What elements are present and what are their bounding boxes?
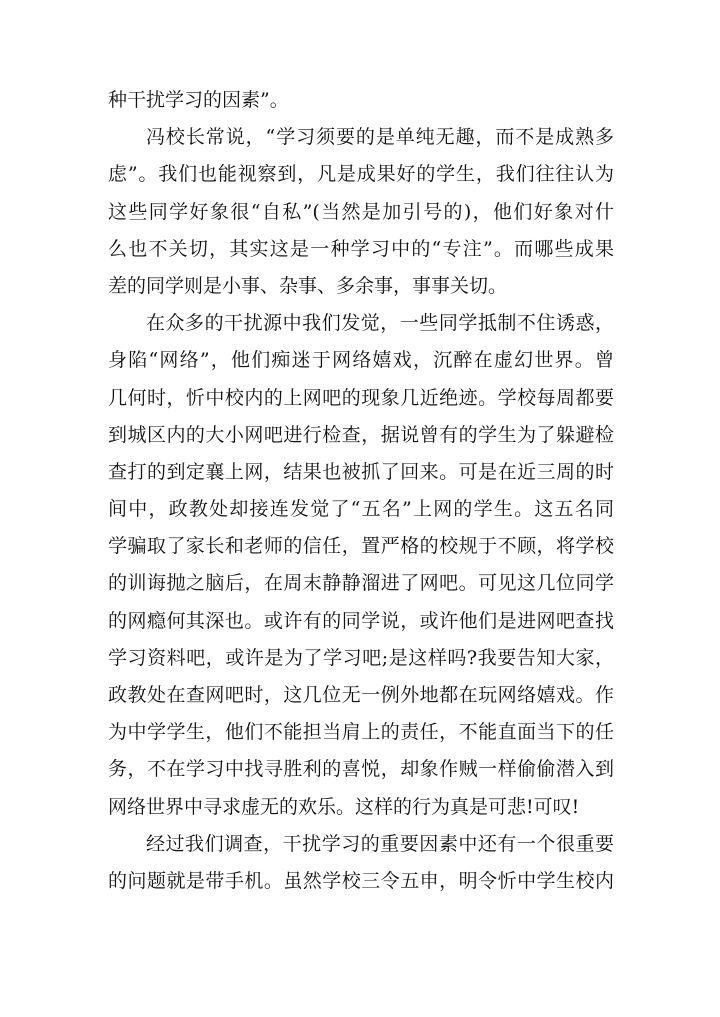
paragraph-line: 种干扰学习的因素”。 <box>108 89 289 111</box>
paragraph-line: 学习资料吧，或许是为了学习吧;是这样吗?我要告知大家， <box>108 646 614 669</box>
paragraph-line: 经过我们调查，干扰学习的重要因素中还有一个很重要 <box>146 832 614 855</box>
paragraph-line: 的网瘾何其深也。或许有的同学说，或许他们是进网吧查找 <box>108 609 614 632</box>
paragraph-line: 查打的到定襄上网，结果也被抓了回来。可是在近三周的时 <box>108 460 614 483</box>
paragraph-line: 冯校长常说，“学习须要的是单纯无趣，而不是成熟多 <box>146 126 614 149</box>
paragraph-line: 间中，政教处却接连发觉了“五名”上网的学生。这五名同 <box>108 498 614 521</box>
paragraph-line: 在众多的干扰源中我们发觉，一些同学抵制不住诱惑， <box>146 312 614 335</box>
paragraph-line: 到城区内的大小网吧进行检查，据说曾有的学生为了躲避检 <box>108 423 614 446</box>
paragraph-line: 学骗取了家长和老师的信任，置严格的校规于不顾，将学校 <box>108 535 614 558</box>
paragraph-line: 为中学学生，他们不能担当肩上的责任，不能直面当下的任 <box>108 721 614 744</box>
paragraph-line: 虑”。我们也能视察到，凡是成果好的学生，我们往往认为 <box>108 163 614 186</box>
body-text <box>108 82 614 900</box>
paragraph-line: 么也不关切，其实这是一种学习中的“专注”。而哪些成果 <box>108 237 614 260</box>
paragraph-line: 网络世界中寻求虚无的欢乐。这样的行为真是可悲!可叹! <box>108 795 580 818</box>
paragraph-line: 几何时，忻中校内的上网吧的现象几近绝迹。学校每周都要 <box>108 386 614 409</box>
paragraph-line: 的训诲抛之脑后，在周末静静溜进了网吧。可见这几位同学 <box>108 572 614 595</box>
paragraph-line: 身陷“网络”，他们痴迷于网络嬉戏，沉醉在虚幻世界。曾 <box>108 349 614 372</box>
paragraph-line: 差的同学则是小事、杂事、多余事，事事关切。 <box>108 274 508 297</box>
paragraph-line: 这些同学好象很“自私”(当然是加引号的)，他们好象对什 <box>108 200 614 223</box>
paragraph-line: 政教处在查网吧时，这几位无一例外地都在玩网络嬉戏。作 <box>108 684 614 706</box>
paragraph-line: 务，不在学习中找寻胜利的喜悦，却象作贼一样偷偷潜入到 <box>108 758 614 781</box>
paragraph-line: 的问题就是带手机。虽然学校三令五申，明令忻中学生校内 <box>108 869 614 892</box>
